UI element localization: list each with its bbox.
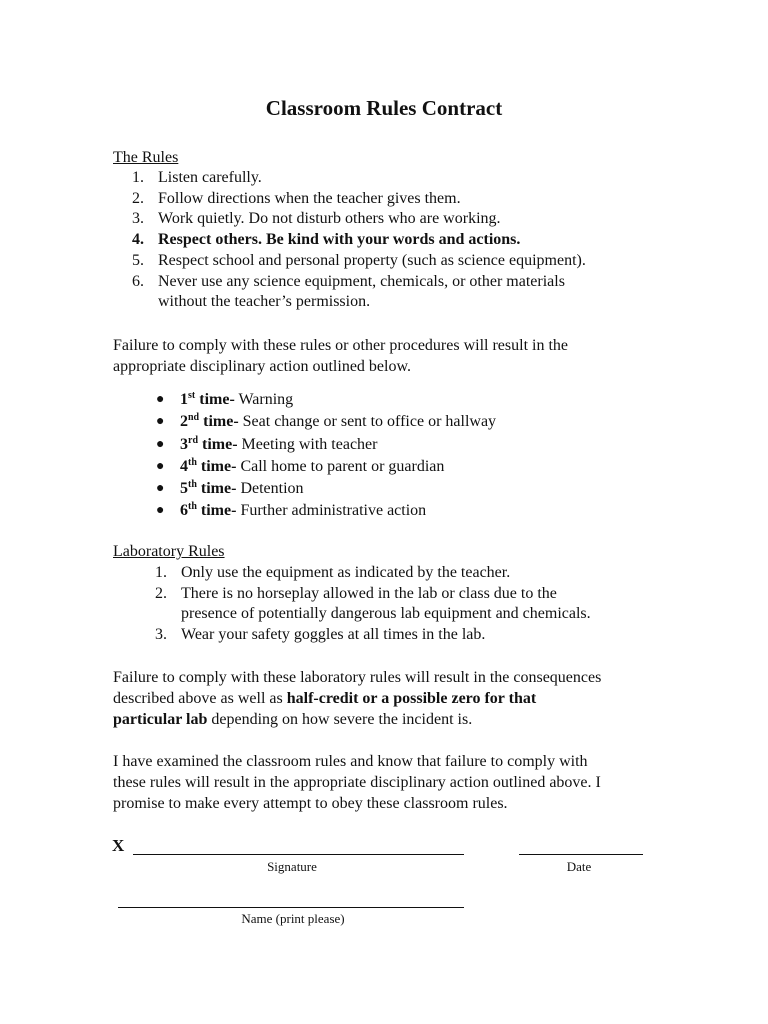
lab-rules-heading: Laboratory Rules xyxy=(113,543,225,560)
list-item: 3. Work quietly. Do not disturb others who are working. xyxy=(132,210,501,228)
name-label: Name (print please) xyxy=(241,911,345,926)
bullet-icon: ● xyxy=(156,458,165,474)
list-item: 5. Respect school and personal property (such as science equipment). xyxy=(132,251,586,269)
list-item: 1. Listen carefully. xyxy=(132,169,262,186)
list-item: 6. Never use any science equipment, chemicals, or other materials without the teacher’s permission. xyxy=(132,272,565,311)
list-item: ● 2nd time- Seat change or sent to office or hallway xyxy=(180,411,496,433)
page-title: Classroom Rules Contract xyxy=(265,96,503,120)
bullet-icon: ● xyxy=(156,392,165,407)
bullet-icon: ● xyxy=(156,436,165,452)
signature-label: Signature xyxy=(267,859,317,874)
bullet-icon: ● xyxy=(156,481,165,497)
list-item: ● 5th time- Detention xyxy=(180,478,496,500)
list-item: 2. Follow directions when the teacher gives them. xyxy=(132,189,461,207)
rules-heading: The Rules xyxy=(113,149,179,166)
bullet-icon: ● xyxy=(156,414,165,430)
date-label: Date xyxy=(566,859,592,874)
consequences-list xyxy=(156,389,497,523)
signature-x-mark: X xyxy=(112,836,125,855)
list-item: ● 1st time- Warning xyxy=(180,389,496,411)
name-line[interactable] xyxy=(118,907,464,908)
list-item: 1. Only use the equipment as indicated by the teacher. xyxy=(155,564,511,581)
failure-paragraph: Failure to comply with these rules or other procedures will result in the appropriate disciplinary action outlined below. xyxy=(113,337,568,375)
list-item: 3. Wear your safety goggles at all times in the lab. xyxy=(155,626,486,644)
bullet-icon: ● xyxy=(156,503,165,519)
list-item: ● 6th time- Further administrative action xyxy=(180,500,496,522)
rules-list xyxy=(132,168,586,313)
lab-failure-paragraph: Failure to comply with these laboratory rules will result in the consequences described above as well as half-credit or a possible zero for that particular lab depending on how severe the incident is. xyxy=(113,669,602,728)
promise-paragraph: I have examined the classroom rules and know that failure to comply with these rules will result in the appropriate disciplinary action outlined above. I promise to make every attempt to obey these classroom rules. xyxy=(113,753,601,812)
list-item: 2. There is no horseplay allowed in the lab or class due to the presence of potentially dangerous lab equipment and chemicals. xyxy=(155,584,591,623)
date-line[interactable] xyxy=(519,854,643,855)
list-item: ● 3rd time- Meeting with teacher xyxy=(180,434,496,456)
signature-line[interactable] xyxy=(133,854,464,855)
list-item: ● 4th time- Call home to parent or guardian xyxy=(180,456,496,478)
lab-rules-list xyxy=(155,563,591,646)
list-item: 4. Respect others. Be kind with your words and actions. xyxy=(132,231,521,249)
